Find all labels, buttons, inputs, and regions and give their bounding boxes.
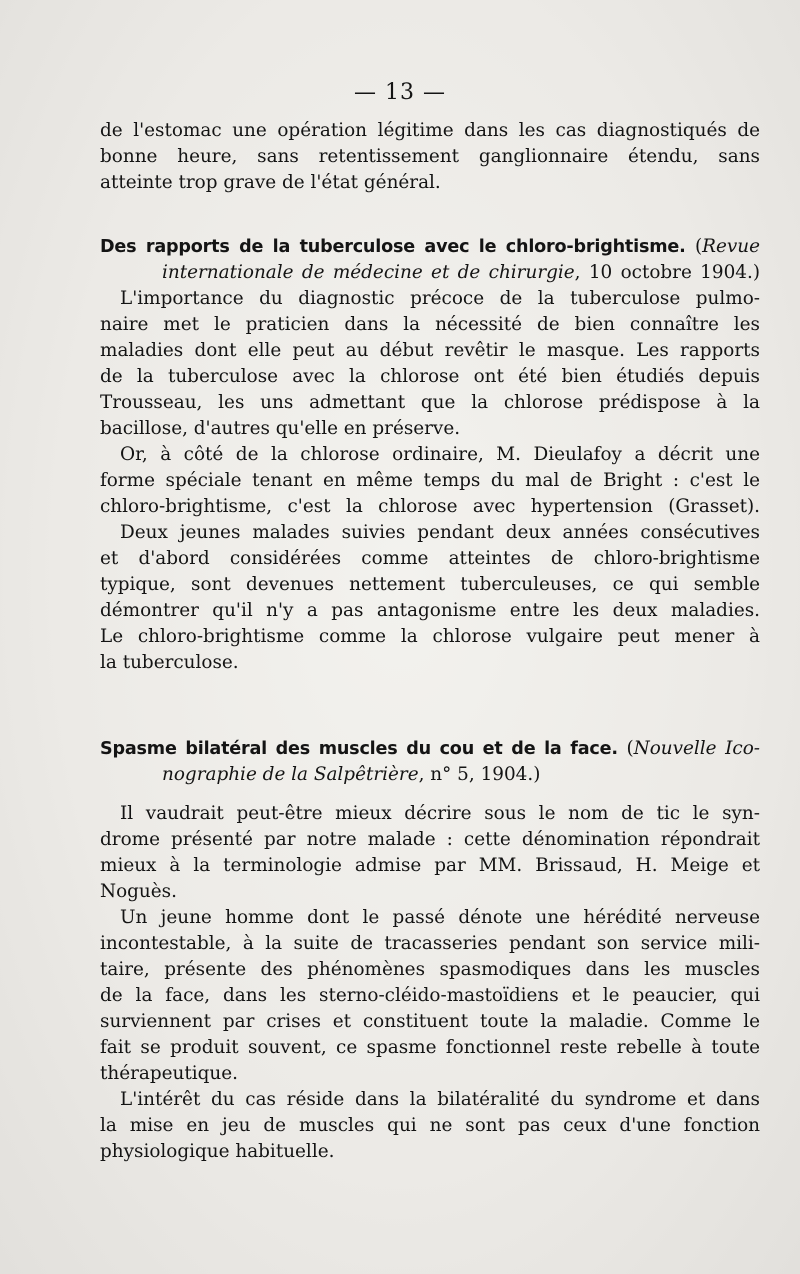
text-line: incontestable, à la suite de tracasseries pendant son service mili- — [100, 933, 760, 954]
text-line: physiologique habituelle. — [100, 1141, 335, 1162]
text-line: bonne heure, sans retentissement ganglionnaire étendu, sans — [100, 146, 760, 167]
text-line: et d'abord considérées comme atteintes de chloro-brightisme — [100, 548, 760, 569]
intro-paragraph — [100, 118, 760, 196]
text-line: de la face, dans les sterno-cléido-mastoïdiens et le peaucier, qui — [100, 985, 760, 1006]
citation-open: ( — [626, 738, 634, 759]
text-line: la tuberculose. — [100, 652, 239, 673]
text-line: L'importance du diagnostic précoce de la tuberculose pulmo- — [120, 288, 760, 309]
page-number: — 13 — — [354, 80, 446, 105]
text-line: de l'estomac une opération légitime dans les cas diagnostiqués de — [100, 120, 760, 141]
journal-name-continued: nographie de la Salpêtrière — [162, 764, 419, 785]
citation-date: , 10 octobre 1904.) — [574, 262, 761, 283]
text-line: fait se produit souvent, ce spasme fonctionnel reste rebelle à toute — [100, 1037, 760, 1058]
spacer — [100, 788, 760, 801]
text-line: la mise en jeu de muscles qui ne sont pas ceux d'une fonction — [100, 1115, 760, 1136]
citation-line — [100, 762, 760, 788]
text-line: taire, présente des phénomènes spasmodiques dans les muscles — [100, 959, 760, 980]
text-line: Deux jeunes malades suivies pendant deux années consécutives — [120, 522, 760, 543]
text-line: Noguès. — [100, 881, 177, 902]
article-tuberculose — [100, 234, 760, 676]
citation-rest: , n° 5, 1904.) — [418, 764, 541, 785]
text-line: bacillose, d'autres qu'elle en préserve. — [100, 418, 461, 439]
article-spasme — [100, 736, 760, 1165]
citation-line — [100, 260, 760, 286]
journal-name: Nouvelle Ico- — [633, 738, 760, 759]
text-line: drome présenté par notre malade : cette dénomination répondrait — [100, 829, 760, 850]
text-line: mieux à la terminologie admise par MM. Brissaud, H. Meige et — [100, 855, 760, 876]
text-line: thérapeutique. — [100, 1063, 238, 1084]
text-line: forme spéciale tenant en même temps du mal de Bright : c'est le — [100, 470, 760, 491]
journal-name-continued: internationale de médecine et de chirurgie — [162, 262, 575, 283]
text-line: naire met le praticien dans la nécessité de bien connaître les — [100, 314, 760, 335]
article-heading-line — [100, 736, 760, 762]
text-line: Il vaudrait peut-être mieux décrire sous le nom de tic le syn- — [120, 803, 760, 824]
text-line: chloro-brightisme, c'est la chlorose avec hypertension (Grasset). — [100, 496, 760, 517]
text-line: typique, sont devenues nettement tuberculeuses, ce qui semble — [100, 574, 760, 595]
text-line: Or, à côté de la chlorose ordinaire, M. Dieulafoy a décrit une — [120, 444, 760, 465]
text-line: Un jeune homme dont le passé dénote une hérédité nerveuse — [120, 907, 760, 928]
article-title: Des rapports de la tuberculose avec le chloro-brightisme. — [100, 237, 686, 257]
text-line: maladies dont elle peut au début revêtir le masque. Les rapports — [100, 340, 760, 361]
article-heading-line — [100, 234, 760, 260]
text-line: atteinte trop grave de l'état général. — [100, 172, 441, 193]
text-line: de la tuberculose avec la chlorose ont été bien étudiés depuis — [100, 366, 760, 387]
text-line: L'intérêt du cas réside dans la bilatéralité du syndrome et dans — [120, 1089, 760, 1110]
article-title: Spasme bilatéral des muscles du cou et de la face. — [100, 739, 618, 759]
journal-name: Revue — [702, 236, 760, 257]
text-line: Trousseau, les uns admettant que la chlorose prédispose à la — [100, 392, 760, 413]
text-line: surviennent par crises et constituent toute la maladie. Comme le — [100, 1011, 760, 1032]
text-line: démontrer qu'il n'y a pas antagonisme entre les deux maladies. — [100, 600, 760, 621]
text-line: Le chloro-brightisme comme la chlorose vulgaire peut mener à — [100, 626, 760, 647]
citation-open: ( — [694, 236, 703, 257]
